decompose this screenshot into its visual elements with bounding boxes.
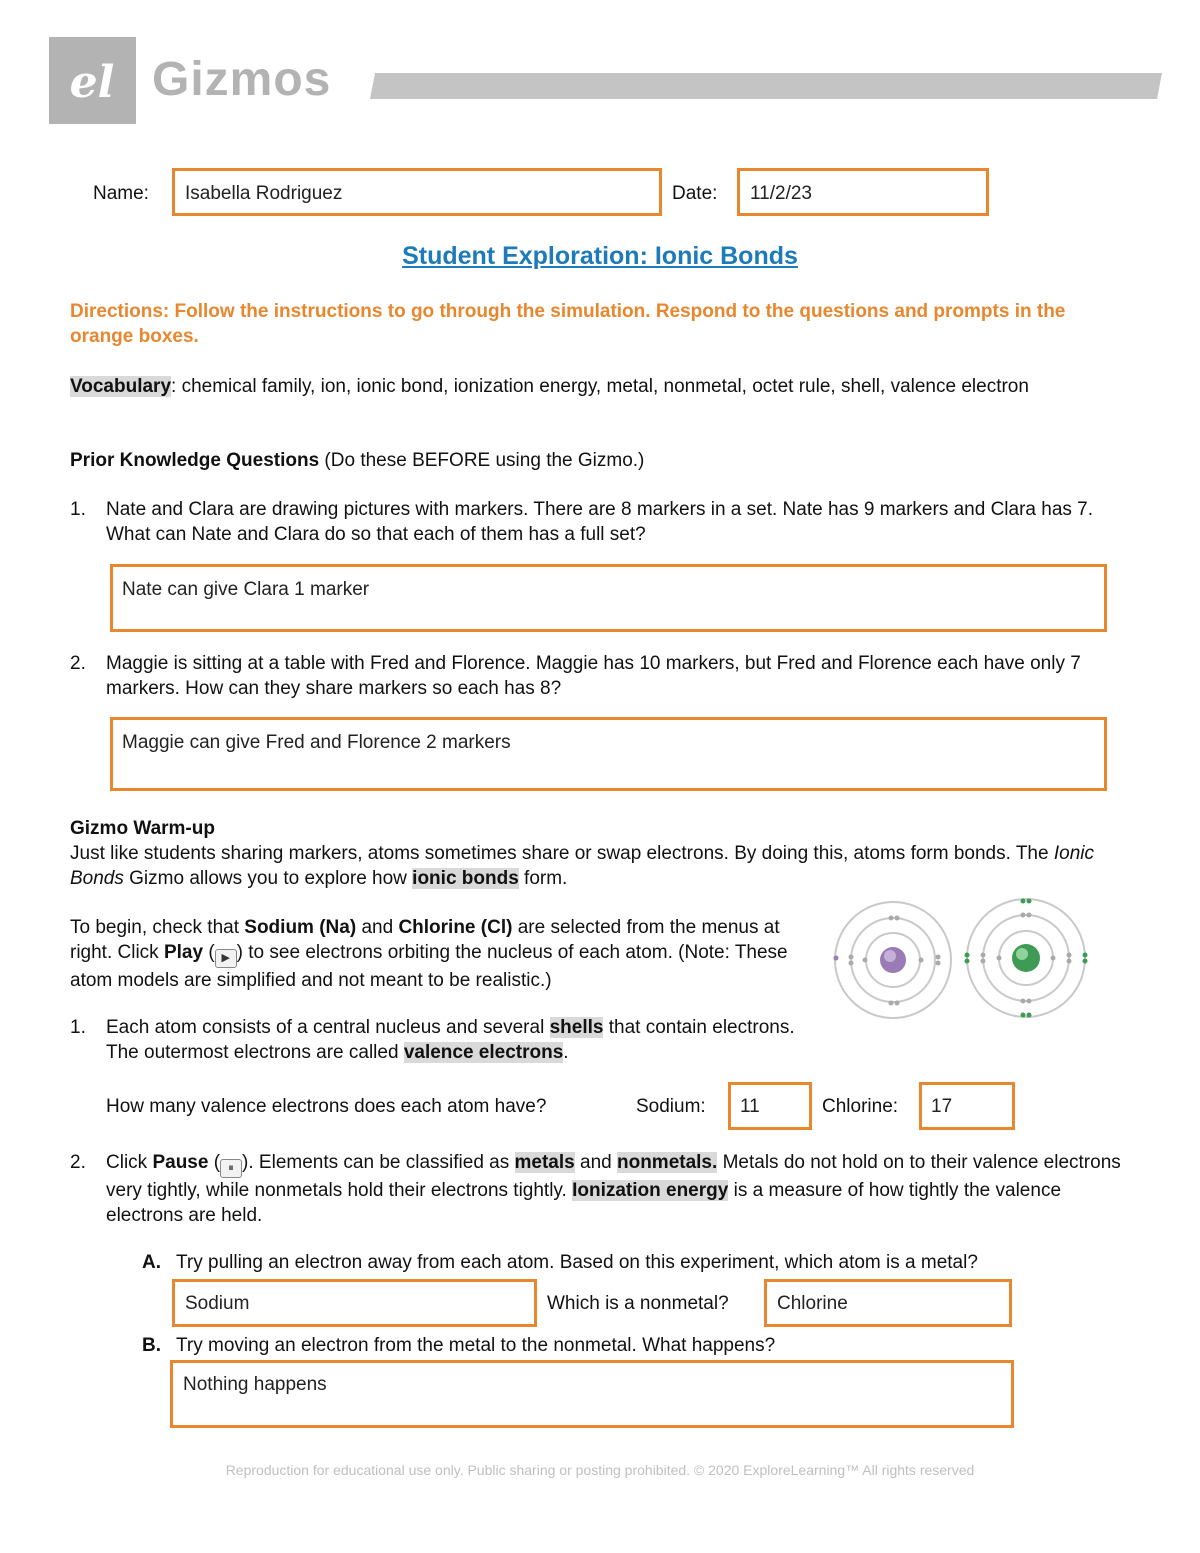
nonmetal-answer: Chlorine: [777, 1293, 848, 1314]
nonmetal-label: Which is a nonmetal?: [547, 1293, 729, 1314]
date-label: Date:: [672, 183, 718, 204]
part-b-answer-box[interactable]: [170, 1360, 1014, 1428]
chlorine-label: Chlorine:: [822, 1096, 899, 1117]
chlorine-atom-icon: [965, 899, 1088, 1018]
vocabulary-list: : chemical family, ion, ionic bond, ionization energy, metal, nonmetal, octet rule, shell, valence electron: [171, 376, 1029, 397]
part-b-answer: Nothing happens: [183, 1374, 327, 1395]
svg-text:el: el: [69, 57, 115, 108]
chlorine-answer: 17: [931, 1096, 953, 1117]
sodium-answer: 11: [740, 1096, 760, 1117]
warmup-q2-number: 2.: [70, 1152, 86, 1173]
prior-q2-number: 2.: [70, 653, 86, 674]
metal-answer: Sodium: [185, 1293, 250, 1314]
chlorine-answer-box[interactable]: [919, 1082, 1015, 1130]
part-a-label: A.: [142, 1252, 161, 1273]
warmup-q2-text: Click Pause ( ⏸ ). Elements can be classified as metals and nonmetals. Metals do not hold on to their valence electrons very tightly, while nonmetals hold their electrons tightly. Ionization energy is a measure of how tightly the valence electrons are held.: [106, 1152, 1121, 1226]
warmup-intro: Just like students sharing markers, atoms sometimes share or swap electrons. By doing this, atoms form bonds. The Ionic Bonds Gizmo allows you to explore how ionic bonds form.: [70, 843, 1094, 889]
pause-icon: ⏸: [220, 1159, 242, 1178]
atom-models-image: [828, 896, 1100, 1026]
part-b-label: B.: [142, 1335, 161, 1356]
warmup-heading: Gizmo Warm-up: [70, 818, 215, 839]
part-b-text: Try moving an electron from the metal to the nonmetal. What happens?: [176, 1335, 776, 1356]
vocabulary-label: Vocabulary: [70, 376, 172, 397]
part-a-text: Try pulling an electron away from each atom. Based on this experiment, which atom is a metal?: [176, 1252, 978, 1273]
valence-question: How many valence electrons does each atom have?: [106, 1096, 547, 1117]
sodium-answer-box[interactable]: [728, 1082, 812, 1130]
warmup-begin: To begin, check that Sodium (Na) and Chlorine (Cl) are selected from the menus at right. Click Play ( ▶ ) to see electrons orbiting the nucleus of each atom. (Note: These atom models are simplified and not meant to be realistic.): [70, 917, 788, 991]
prior-q1-text: Nate and Clara are drawing pictures with markers. There are 8 markers in a set. Nate has 9 markers and Clara has 7. What can Nate and Clara do so that each of them has a full set?: [106, 499, 1094, 545]
date-field[interactable]: [737, 168, 989, 216]
prior-q1-number: 1.: [70, 499, 86, 520]
prior-q2-text: Maggie is sitting at a table with Fred and Florence. Maggie has 10 markers, but Fred and Florence each have only 7 markers. How can they share markers so each has 8?: [106, 653, 1081, 699]
metal-answer-box[interactable]: [172, 1279, 537, 1327]
warmup-q1-number: 1.: [70, 1017, 86, 1038]
logo-mark: [49, 37, 136, 124]
prior-q1-answer-box[interactable]: [110, 564, 1107, 632]
vocabulary: [70, 374, 1130, 399]
copyright-footer: Reproduction for educational use only. Public sharing or posting prohibited. © 2020 ExploreLearning™ All rights reserved: [225, 1462, 975, 1478]
name-field[interactable]: [172, 168, 662, 216]
name-label: Name:: [93, 183, 149, 204]
prior-q2-answer-box[interactable]: [110, 717, 1107, 791]
sodium-atom-icon: [834, 902, 952, 1018]
prior-knowledge-heading: Prior Knowledge Questions (Do these BEFORE using the Gizmo.): [70, 450, 645, 471]
nonmetal-answer-box[interactable]: [764, 1279, 1012, 1327]
header-bar: [370, 73, 1162, 99]
prior-q1-answer: Nate can give Clara 1 marker: [122, 579, 370, 600]
warmup-q1-text: Each atom consists of a central nucleus and several shells that contain electrons. The outermost electrons are called valence electrons.: [106, 1017, 795, 1063]
date-value: 11/2/23: [750, 183, 812, 204]
prior-q2-answer: Maggie can give Fred and Florence 2 markers: [122, 732, 511, 753]
play-icon: ▶: [215, 949, 237, 968]
directions: Directions: Follow the instructions to go through the simulation. Respond to the questions and prompts in the orange boxes.: [70, 301, 1066, 347]
explorelearning-logo-icon: [49, 37, 136, 124]
page-title: Student Exploration: Ionic Bonds: [402, 242, 798, 270]
name-value: Isabella Rodriguez: [185, 183, 343, 204]
brand-name: Gizmos: [152, 53, 332, 106]
sodium-label: Sodium:: [636, 1096, 706, 1117]
